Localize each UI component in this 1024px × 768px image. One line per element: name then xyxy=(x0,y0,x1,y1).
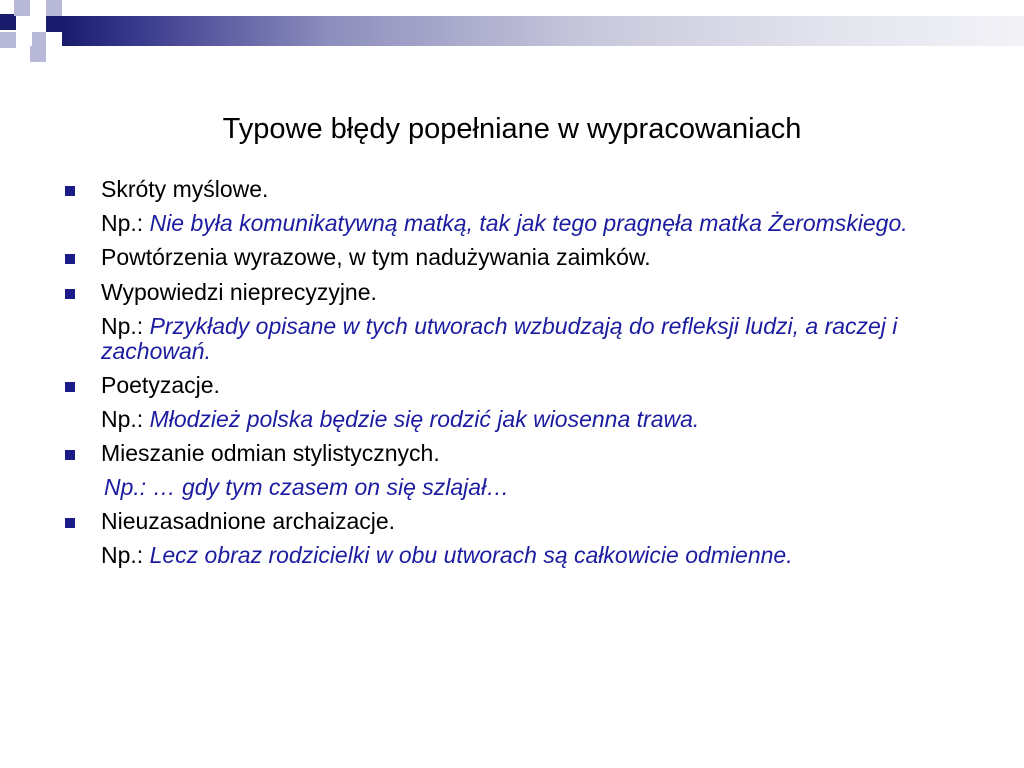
decor-square xyxy=(32,32,46,46)
square-bullet-icon xyxy=(65,186,75,196)
decor-square xyxy=(14,0,30,16)
list-item xyxy=(62,176,982,203)
list-item xyxy=(62,508,982,535)
list-item xyxy=(62,244,982,271)
square-bullet-icon xyxy=(65,518,75,528)
example-text: Nie była komunikatywną matką, tak jak tego pragnęła matka Żeromskiego. xyxy=(149,210,908,236)
example-text: Np.: … gdy tym czasem on się szlajał… xyxy=(104,474,510,500)
list-item xyxy=(62,279,982,306)
item-text: Poetyzacje. xyxy=(101,372,220,398)
decor-square xyxy=(0,32,16,48)
square-bullet-icon xyxy=(65,382,75,392)
example-text: Lecz obraz rodzicielki w obu utworach są całkowicie odmienne. xyxy=(149,542,793,568)
decor-square xyxy=(0,14,16,30)
example-text: Przykłady opisane w tych utworach wzbudzają do refleksji ludzi, a raczej i zachowań. xyxy=(101,313,898,364)
square-bullet-icon xyxy=(65,254,75,264)
decor-square xyxy=(46,16,62,32)
item-text: Nieuzasadnione archaizacje. xyxy=(101,508,396,534)
decor-square xyxy=(30,46,46,62)
decor-square xyxy=(16,16,32,32)
example-text: Młodzież polska będzie się rodzić jak wiosenna trawa. xyxy=(149,406,700,432)
item-text: Mieszanie odmian stylistycznych. xyxy=(101,440,440,466)
bullet-list xyxy=(62,176,982,576)
example xyxy=(62,407,982,432)
example-prefix: Np.: xyxy=(101,313,150,339)
item-text: Wypowiedzi nieprecyzyjne. xyxy=(101,279,377,305)
example-prefix: Np.: xyxy=(101,542,150,568)
example xyxy=(62,314,982,364)
list-item xyxy=(62,440,982,467)
item-text: Skróty myślowe. xyxy=(101,176,269,202)
decor-square xyxy=(30,0,46,16)
example xyxy=(62,543,982,568)
list-item xyxy=(62,372,982,399)
square-bullet-icon xyxy=(65,289,75,299)
example-prefix: Np.: xyxy=(101,406,150,432)
example xyxy=(62,211,982,236)
item-text: Powtórzenia wyrazowe, w tym nadużywania zaimków. xyxy=(101,244,651,270)
example-prefix: Np.: xyxy=(101,210,150,236)
slide-title: Typowe błędy popełniane w wypracowaniach xyxy=(222,113,802,145)
header-gradient-band xyxy=(62,16,1024,46)
square-bullet-icon xyxy=(65,450,75,460)
decor-square xyxy=(46,0,62,16)
